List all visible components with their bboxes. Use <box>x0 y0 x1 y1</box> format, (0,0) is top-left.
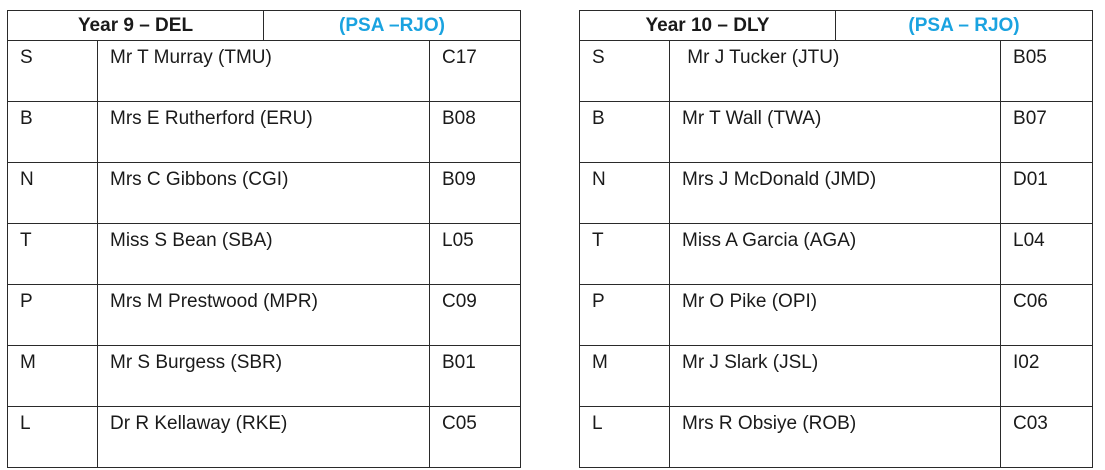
table-row <box>8 163 521 224</box>
room-number: C05 <box>430 407 521 468</box>
table-row <box>580 224 1093 285</box>
table-row <box>580 163 1093 224</box>
room-number: C03 <box>1001 407 1093 468</box>
table-row <box>580 346 1093 407</box>
table-header-row <box>8 11 521 41</box>
subject-code: L <box>580 407 670 468</box>
table-row <box>580 285 1093 346</box>
subject-code: L <box>8 407 98 468</box>
room-number: D01 <box>1001 163 1093 224</box>
table-row <box>8 346 521 407</box>
table-row <box>580 41 1093 102</box>
room-number: L05 <box>430 224 521 285</box>
year10-table <box>579 10 1093 468</box>
room-number: C06 <box>1001 285 1093 346</box>
teacher-name: Mrs M Prestwood (MPR) <box>98 285 430 346</box>
room-number: C09 <box>430 285 521 346</box>
table-row <box>580 102 1093 163</box>
teacher-name: Dr R Kellaway (RKE) <box>98 407 430 468</box>
subject-code: T <box>8 224 98 285</box>
subject-code: P <box>8 285 98 346</box>
teacher-name: Mr T Wall (TWA) <box>670 102 1001 163</box>
table-row <box>8 285 521 346</box>
teacher-name: Miss A Garcia (AGA) <box>670 224 1001 285</box>
psa-heading: (PSA –RJO) <box>264 11 521 41</box>
psa-heading: (PSA – RJO) <box>836 11 1093 41</box>
room-number: C17 <box>430 41 521 102</box>
subject-code: N <box>8 163 98 224</box>
teacher-name: Mrs E Rutherford (ERU) <box>98 102 430 163</box>
teacher-name: Miss S Bean (SBA) <box>98 224 430 285</box>
subject-code: T <box>580 224 670 285</box>
room-number: L04 <box>1001 224 1093 285</box>
teacher-name: Mr J Tucker (JTU) <box>670 41 1001 102</box>
teacher-name: Mr O Pike (OPI) <box>670 285 1001 346</box>
table-row <box>580 407 1093 468</box>
subject-code: B <box>580 102 670 163</box>
room-number: B05 <box>1001 41 1093 102</box>
room-number: B09 <box>430 163 521 224</box>
room-number: B07 <box>1001 102 1093 163</box>
subject-code: P <box>580 285 670 346</box>
subject-code: N <box>580 163 670 224</box>
teacher-name: Mr S Burgess (SBR) <box>98 346 430 407</box>
subject-code: M <box>8 346 98 407</box>
teacher-name: Mrs R Obsiye (ROB) <box>670 407 1001 468</box>
teacher-name: Mr T Murray (TMU) <box>98 41 430 102</box>
subject-code: S <box>8 41 98 102</box>
table-row <box>8 102 521 163</box>
year9-table <box>7 10 521 468</box>
subject-code: B <box>8 102 98 163</box>
room-number: B08 <box>430 102 521 163</box>
room-number: I02 <box>1001 346 1093 407</box>
table-row <box>8 224 521 285</box>
table-row <box>8 41 521 102</box>
year-heading: Year 9 – DEL <box>8 11 264 41</box>
table-header-row <box>580 11 1093 41</box>
table-row <box>8 407 521 468</box>
year-heading: Year 10 – DLY <box>580 11 836 41</box>
subject-code: S <box>580 41 670 102</box>
teacher-name: Mrs C Gibbons (CGI) <box>98 163 430 224</box>
room-number: B01 <box>430 346 521 407</box>
teacher-name: Mrs J McDonald (JMD) <box>670 163 1001 224</box>
teacher-name: Mr J Slark (JSL) <box>670 346 1001 407</box>
subject-code: M <box>580 346 670 407</box>
